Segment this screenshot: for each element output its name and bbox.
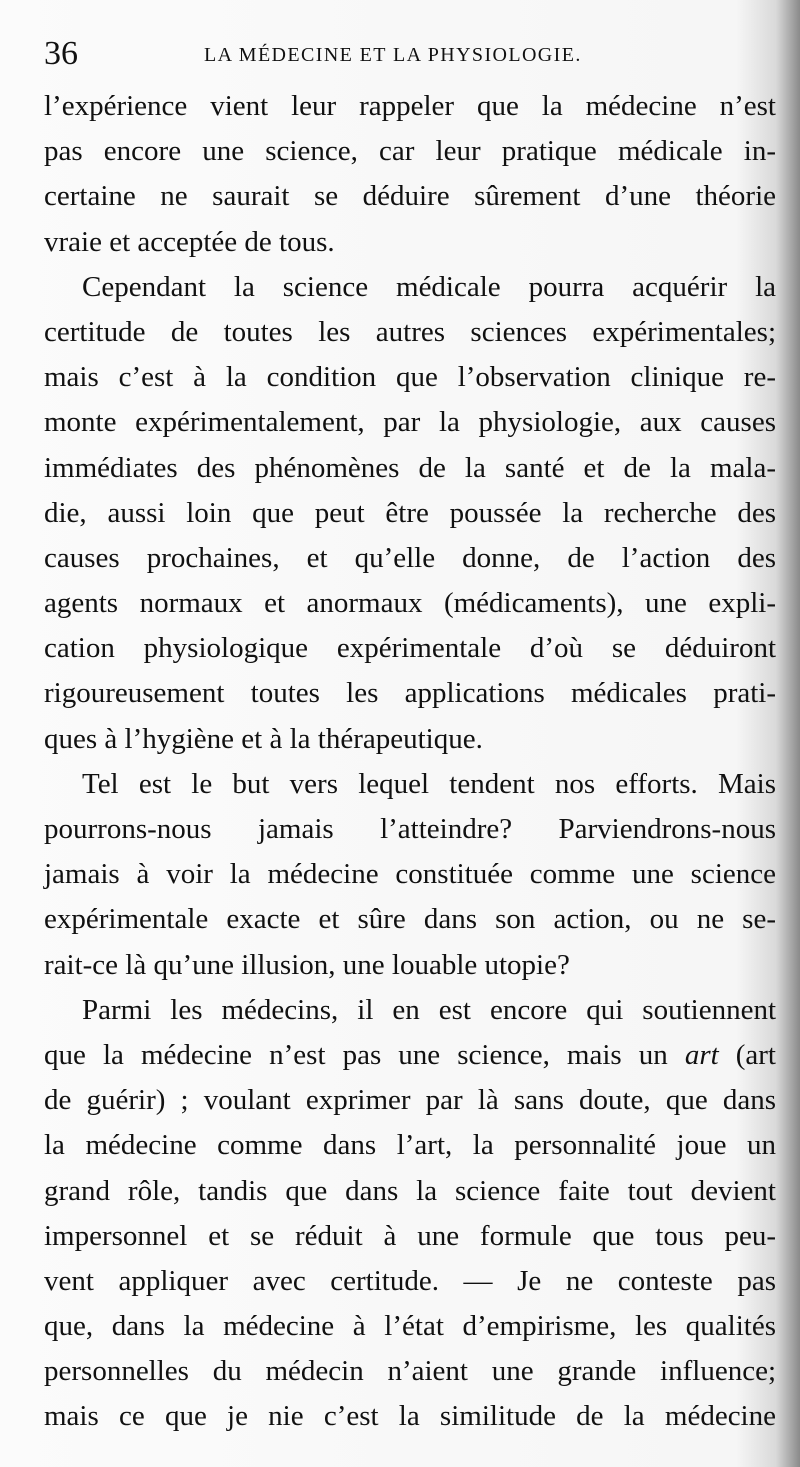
paragraph-1 <box>44 84 776 265</box>
text-line: pas encore une science, car leur pratique médicale in- <box>44 135 776 168</box>
text-line <box>44 1033 776 1078</box>
text-line: cation physiologique expérimentale d’où se déduiront <box>44 632 776 665</box>
text-line: Parmi les médecins, il en est encore qui soutiennent <box>82 993 776 1026</box>
paragraph-2 <box>44 265 776 762</box>
text-line: vent appliquer avec certitude. — Je ne conteste pas <box>44 1264 776 1297</box>
text-line: jamais à voir la médecine constituée comme une science <box>44 858 776 891</box>
text-line: ques à l’hygiène et à la thérapeutique. <box>44 722 483 755</box>
text-line: personnelles du médecin n’aient une grande influence; <box>44 1355 776 1388</box>
page-number: 36 <box>44 35 78 72</box>
text-line: pourrons-nous jamais l’atteindre? Parviendrons-nous <box>44 813 776 845</box>
line-text: que la médecine n’est pas une science, mais un <box>44 1038 685 1071</box>
text-line: Tel est le but vers lequel tendent nos efforts. Mais <box>82 767 776 800</box>
text-line: mais c’est à la condition que l’observation clinique re- <box>44 361 776 394</box>
text-line: l’expérience vient leur rappeler que la médecine n’est <box>44 90 776 122</box>
text-line: die, aussi loin que peut être poussée la recherche des <box>44 496 776 529</box>
text-line: la médecine comme dans l’art, la personnalité joue un <box>44 1129 776 1162</box>
text-line: rigoureusement toutes les applications médicales prati- <box>44 677 776 710</box>
text-line: certaine ne saurait se déduire sûrement d’une théorie <box>44 180 776 213</box>
text-line: monte expérimentalement, par la physiologie, aux causes <box>44 406 776 439</box>
text-line: agents normaux et anormaux (médicaments), une expli- <box>44 587 776 620</box>
text-line: certitude de toutes les autres sciences expérimentales; <box>44 315 776 348</box>
text-line: immédiates des phénomènes de la santé et de la mala- <box>44 451 776 484</box>
italic-word: art <box>684 1038 719 1071</box>
text-line: causes prochaines, et qu’elle donne, de l’action des <box>44 541 776 574</box>
text-line: Cependant la science médicale pourra acquérir la <box>82 270 776 303</box>
text-line: de guérir) ; voulant exprimer par là sans doute, que dans <box>44 1084 776 1117</box>
text-line: impersonnel et se réduit à une formule que tous peu- <box>44 1219 776 1252</box>
text-line: grand rôle, tandis que dans la science faite tout devient <box>44 1174 776 1207</box>
text-line: rait-ce là qu’une illusion, une louable utopie? <box>44 948 570 981</box>
text-line: mais ce que je nie c’est la similitude de la médecine <box>44 1400 776 1433</box>
text-line: expérimentale exacte et sûre dans son action, ou ne se- <box>44 903 776 936</box>
body-text <box>44 84 776 1440</box>
text-line: vraie et acceptée de tous. <box>44 225 335 258</box>
line-text: (art <box>718 1038 776 1071</box>
running-title: LA MÉDECINE ET LA PHYSIOLOGIE. <box>204 44 582 66</box>
page-header <box>44 34 744 74</box>
paragraph-3 <box>44 762 776 988</box>
text-line: que, dans la médecine à l’état d’empirisme, les qualités <box>44 1310 776 1343</box>
paragraph-4 <box>44 988 776 1440</box>
